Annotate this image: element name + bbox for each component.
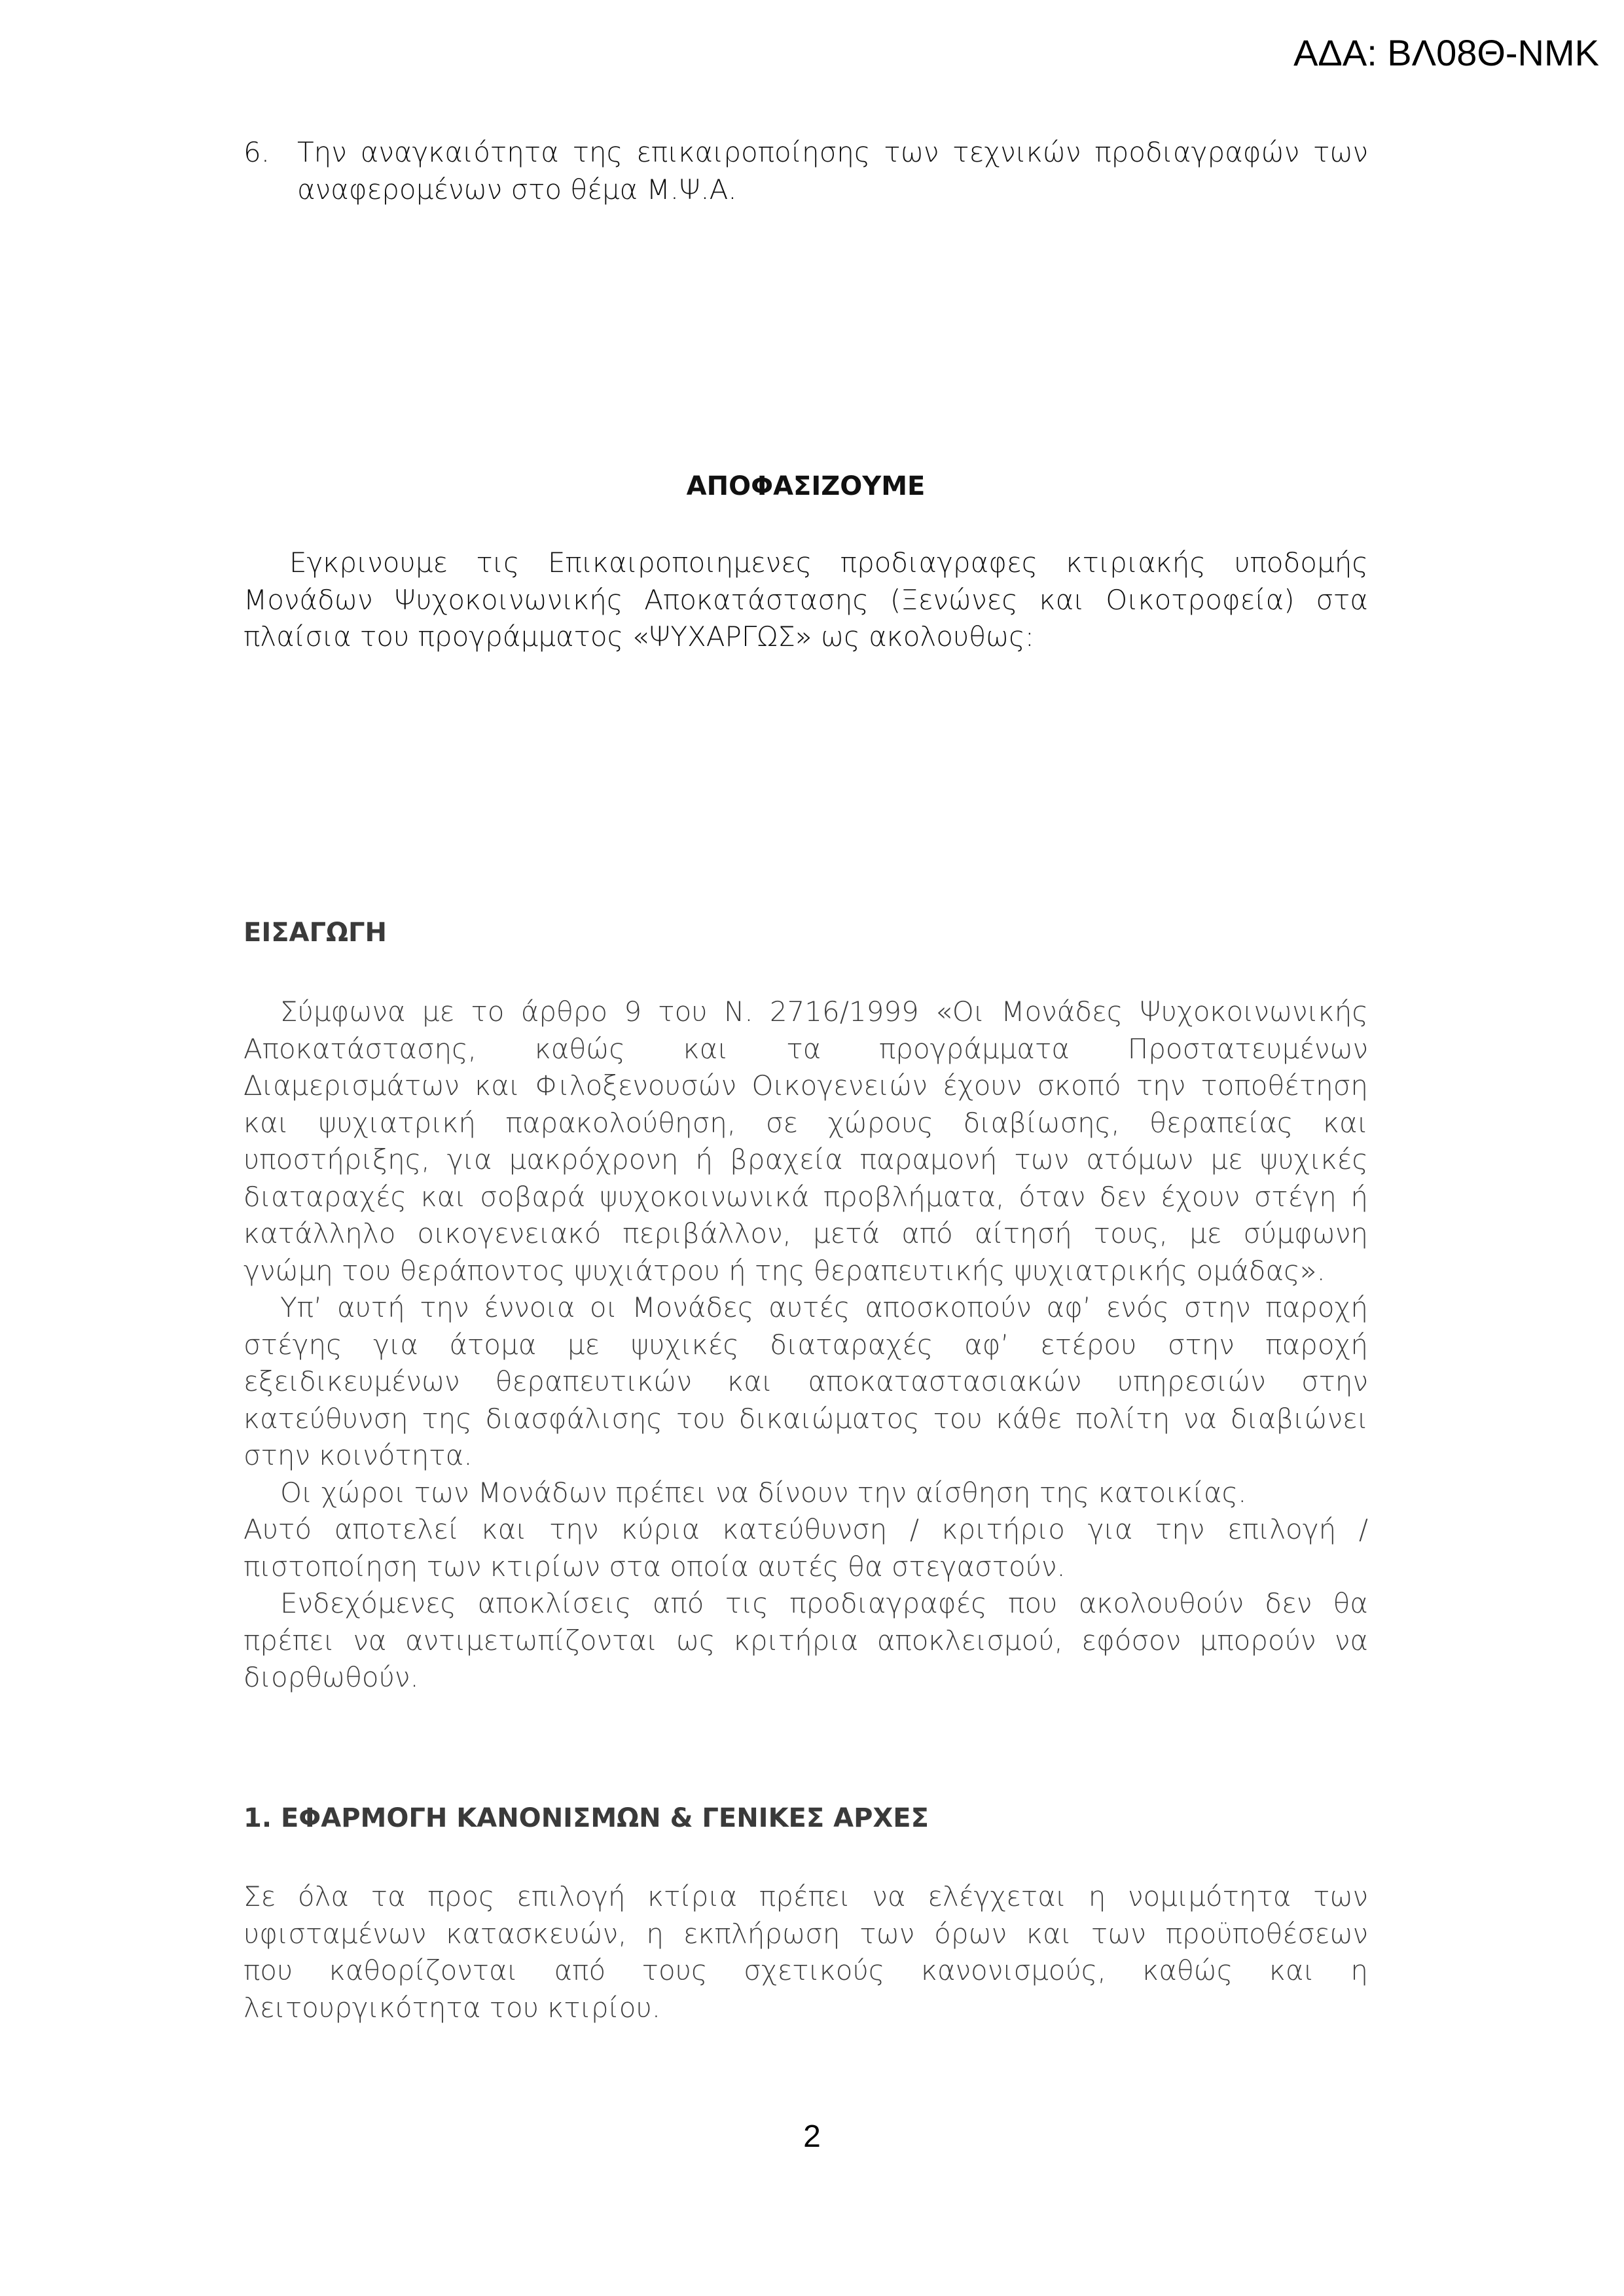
page-number: 2 — [803, 2119, 821, 2154]
text-line: Εγκρινουμε τις Επικαιροποιημενες προδιαγραφες κτιριακής υποδομής — [289, 547, 1368, 579]
text-line: και ψυχιατρική παρακολούθηση, σε χώρους διαβίωσης, θεραπείας και — [244, 1106, 1368, 1139]
introduction-body — [244, 994, 1368, 1696]
text-line: διαταραχές και σοβαρά ψυχοκοινωνικά προβλήματα, όταν δεν έχουν στέγη ή — [244, 1180, 1368, 1213]
decision-heading: ΑΠΟΦΑΣΙΖΟΥΜΕ — [686, 471, 926, 501]
list-item-text — [297, 134, 1368, 208]
text-line: εξειδικευμένων θεραπευτικών και αποκαταστασιακών υπηρεσιών στην — [244, 1365, 1368, 1397]
ada-identifier: ΑΔΑ: ΒΛ08Θ-ΝΜΚ — [1293, 32, 1599, 73]
section-1-heading: 1. ΕΦΑΡΜΟΓΗ ΚΑΝΟΝΙΣΜΩΝ & ΓΕΝΙΚΕΣ ΑΡΧΕΣ — [244, 1803, 929, 1833]
text-line: που καθορίζονται από τους σχετικούς κανονισμούς, καθώς και η — [244, 1954, 1368, 1986]
text-line: γνώμη του θεράποντος ψυχιάτρου ή της θεραπευτικής ψυχιατρικής ομάδας». — [244, 1254, 1326, 1287]
text-line: Διαμερισμάτων και Φιλοξενουσών Οικογενειών έχουν σκοπό την τοποθέτηση — [244, 1069, 1368, 1102]
text-line: Αυτό αποτελεί και την κύρια κατεύθυνση / κριτήριο για την επιλογή / — [244, 1513, 1368, 1545]
text-line: αναφερομένων στο θέμα Μ.Ψ.Α. — [297, 173, 737, 206]
text-line: κατάλληλο οικογενειακό περιβάλλον, μετά από αίτησή τους, με σύμφωνη — [244, 1217, 1368, 1249]
text-line: πρέπει να αντιμετωπίζονται ως κριτήρια αποκλεισμού, εφόσον μπορούν να — [244, 1624, 1368, 1657]
text-line: υποστήριξης, για μακρόχρονη ή βραχεία παραμονή των ατόμων με ψυχικές — [244, 1143, 1368, 1175]
paragraph-body — [244, 994, 1368, 1696]
paragraph-body — [244, 545, 1368, 656]
paragraph-body — [244, 1878, 1368, 2026]
text-line: Μονάδων Ψυχοκοινωνικής Αποκατάστασης (Ξενώνες και Οικοτροφεία) στα — [244, 583, 1368, 616]
text-line: πιστοποίηση των κτιρίων στα οποία αυτές θα στεγαστούν. — [244, 1550, 1066, 1583]
text-line: Σύμφωνα με το άρθρο 9 του Ν. 2716/1999 «Οι Μονάδες Ψυχοκοινωνικής — [280, 996, 1368, 1028]
list-item-6 — [244, 134, 1368, 208]
text-line: κατεύθυνση της διασφάλισης του δικαιώματος του κάθε πολίτη να διαβιώνει — [244, 1402, 1368, 1435]
text-line: Οι χώροι των Μονάδων πρέπει να δίνουν την αίσθηση της κατοικίας. — [280, 1476, 1247, 1509]
text-line: Σε όλα τα προς επιλογή κτίρια πρέπει να ελέγχεται η νομιμότητα των — [244, 1880, 1368, 1912]
section-1-body — [244, 1878, 1368, 2026]
text-line: διορθωθούν. — [244, 1661, 419, 1693]
text-line: υφισταμένων κατασκευών, η εκπλήρωση των όρων και των προϋποθέσεων — [244, 1917, 1368, 1950]
list-item-number: 6. — [244, 136, 270, 168]
text-line: Υπ’ αυτή την έννοια οι Μονάδες αυτές αποσκοπούν αφ’ ενός στην παροχή — [280, 1291, 1368, 1323]
text-line: Αποκατάστασης, καθώς και τα προγράμματα Προστατευμένων — [244, 1032, 1368, 1065]
text-line: στην κοινότητα. — [244, 1439, 473, 1471]
text-line: πλαίσια του προγράμματος «ΨΥΧΑΡΓΩΣ» ως ακολουθως: — [244, 620, 1034, 653]
text-line: στέγης για άτομα με ψυχικές διαταραχές αφ’ ετέρου στην παροχή — [244, 1328, 1368, 1361]
introduction-heading: ΕΙΣΑΓΩΓΗ — [244, 918, 387, 948]
text-line: Ενδεχόμενες αποκλίσεις από τις προδιαγραφές που ακολουθούν δεν θα — [280, 1587, 1368, 1619]
text-line: λειτουργικότητα του κτιρίου. — [244, 1991, 661, 2024]
text-line: Την αναγκαιότητα της επικαιροποίησης των τεχνικών προδιαγραφών των — [297, 136, 1368, 168]
decision-paragraph — [244, 545, 1368, 656]
